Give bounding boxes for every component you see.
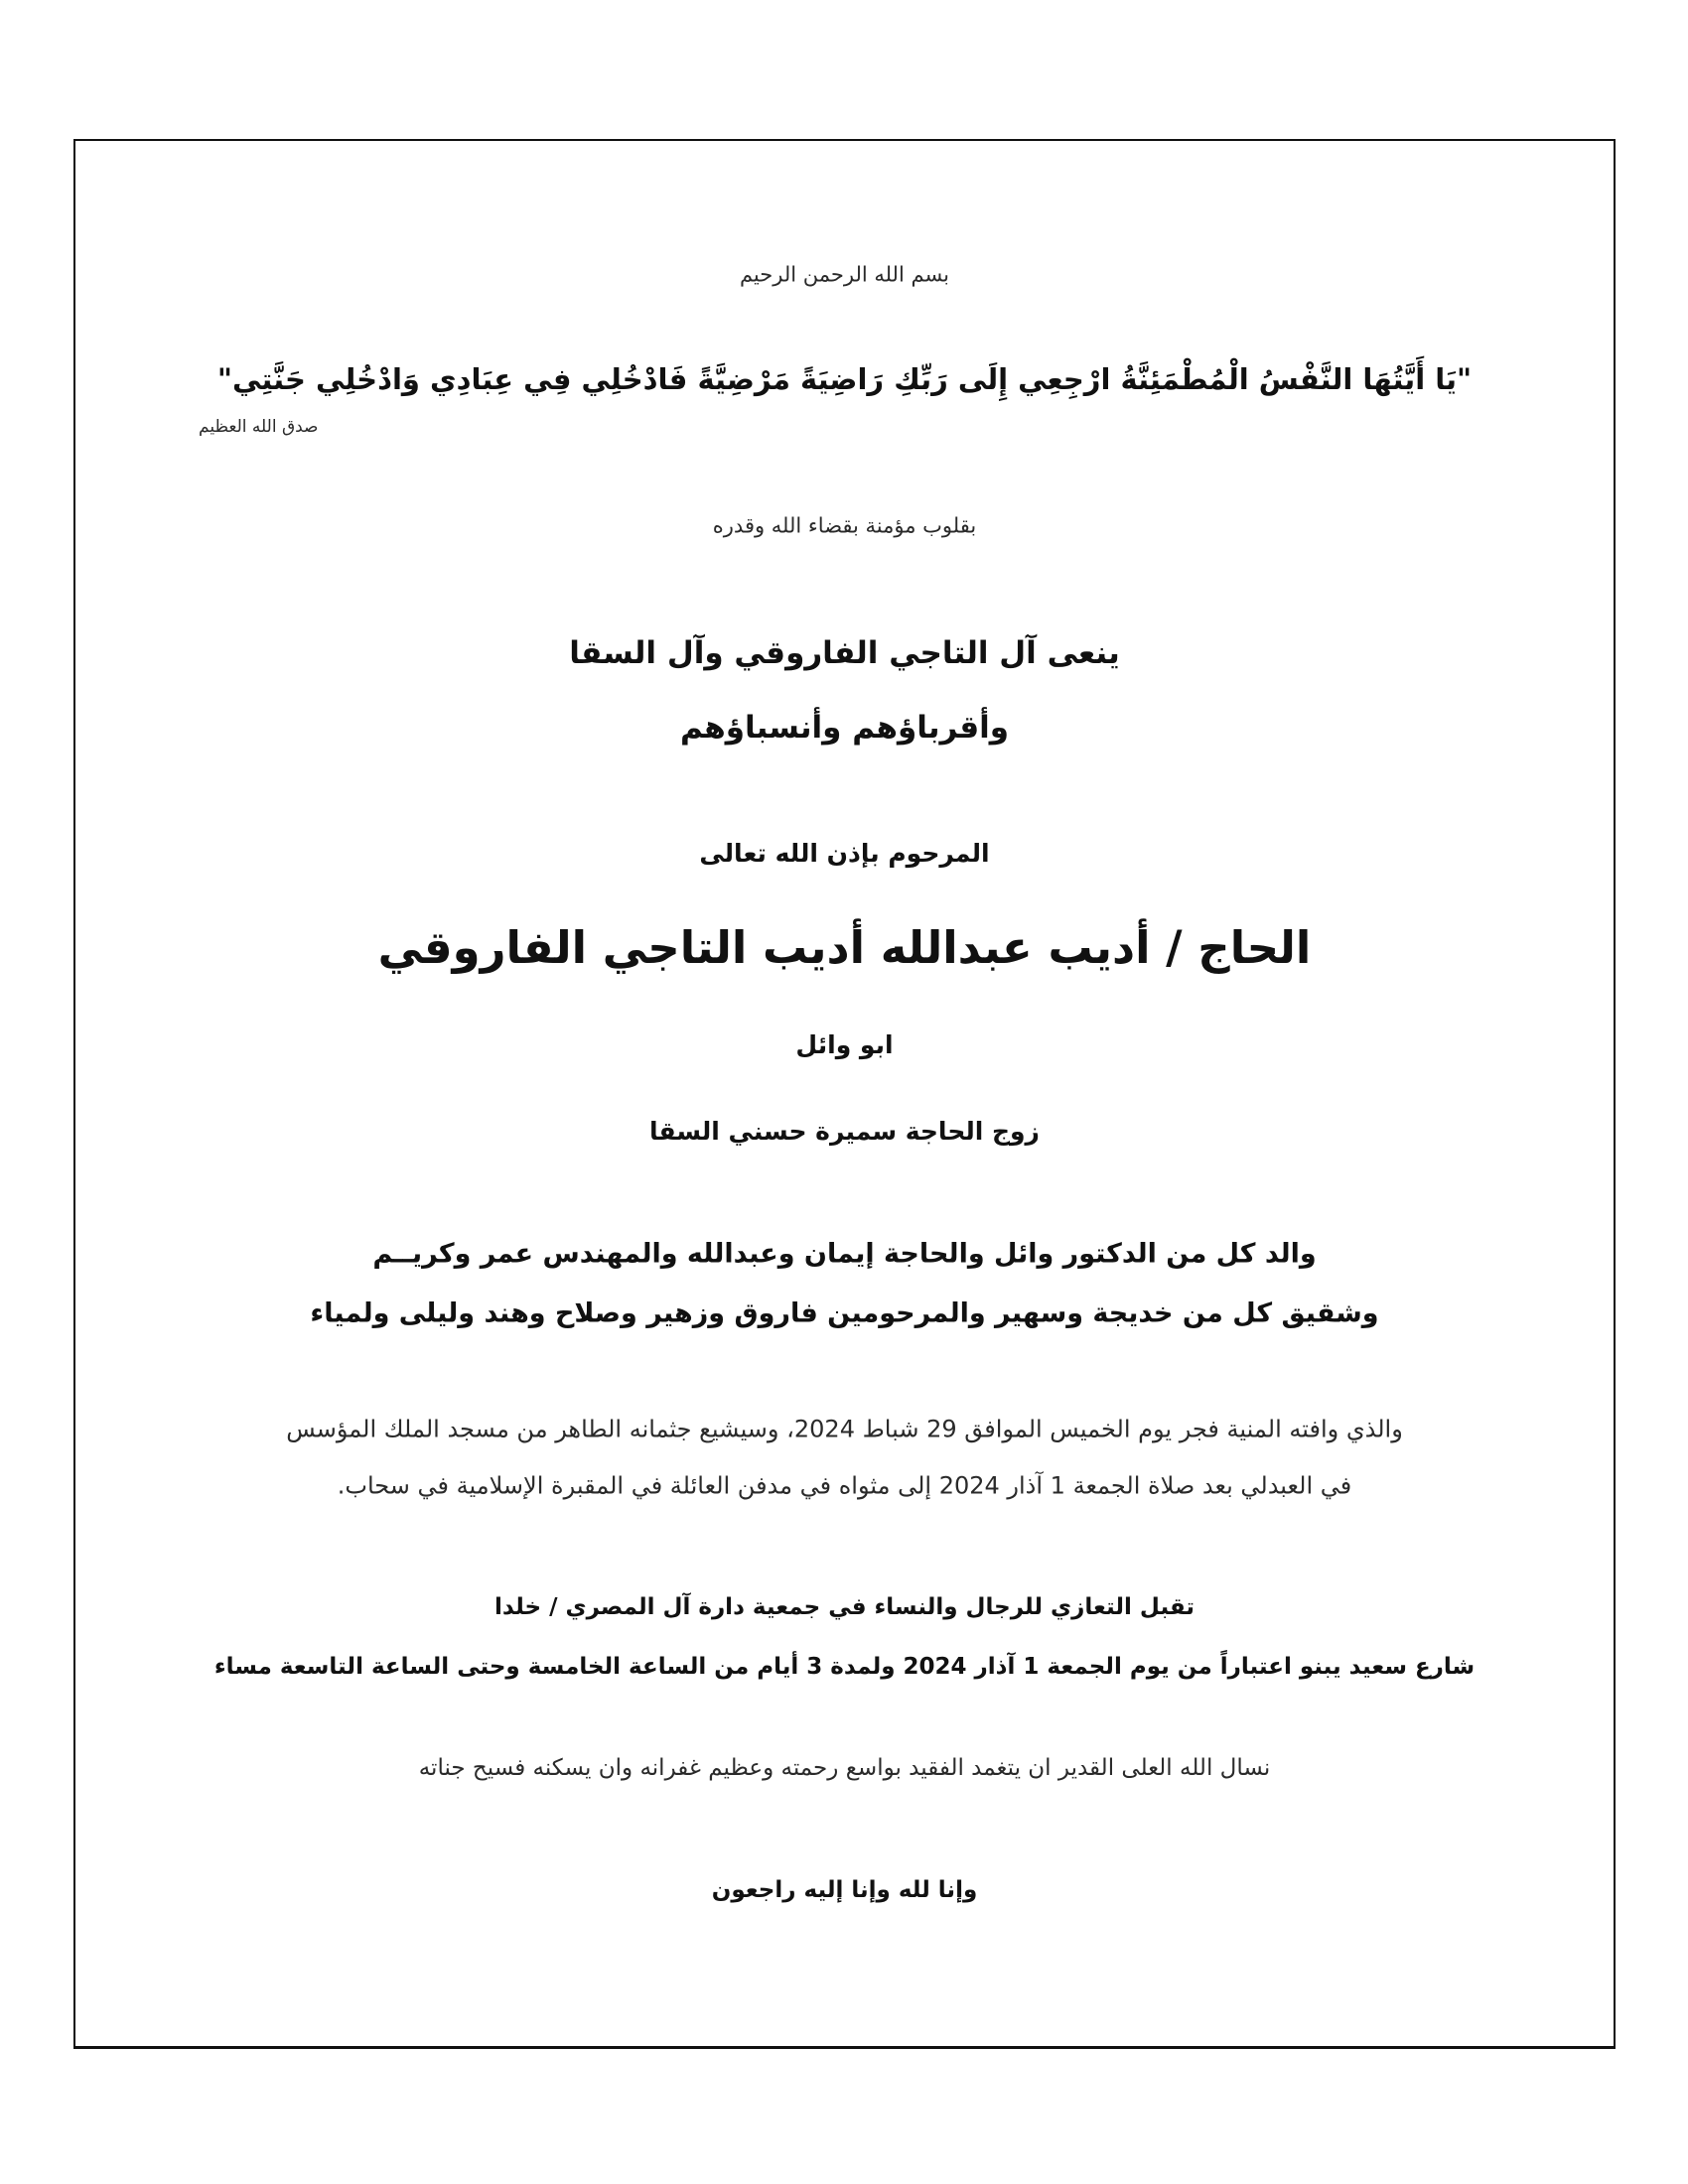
father-of-line: والد كل من الدكتور وائل والحاجة إيمان وعبدالله والمهندس عمر وكريــم — [372, 1238, 1317, 1270]
deceased-label: المرحوم بإذن الله تعالى — [699, 838, 990, 868]
brother-of-line: وشقيق كل من خديجة وسهير والمرحومين فاروق وزهير وصلاح وهند وليلى ولمياء — [310, 1297, 1379, 1329]
condolences-line-1: تقبل التعازي للرجال والنساء في جمعية دارة آل المصري / خلدا — [493, 1594, 1196, 1621]
funeral-details-line-1: والذي وافته المنية فجر يوم الخميس الموافق 29 شباط 2024، وسيشيع جثمانه الطاهر من مسجد الملك المؤسس — [286, 1415, 1403, 1443]
closing-line: وإنا لله وإنا إليه راجعون — [711, 1877, 978, 1904]
funeral-details-line-2: في العبدلي بعد صلاة الجمعة 1 آذار 2024 إلى مثواه في مدفن العائلة في المقبرة الإسلامية في سحاب. — [337, 1471, 1352, 1500]
bismillah: بسم الله الرحمن الرحيم — [739, 262, 950, 287]
deceased-kunya: ابو وائل — [795, 1029, 894, 1059]
deceased-name: الحاج / أديب عبدالله أديب التاجي الفاروقي — [377, 920, 1312, 974]
verse-closing: صدق الله العظيم — [199, 417, 319, 437]
prayer-line: نسال الله العلى القدير ان يتغمد الفقيد بواسع رحمته وعظيم غفرانه وان يسكنه فسيح جناته — [418, 1755, 1271, 1782]
faith-line: بقلوب مؤمنة بقضاء الله وقدره — [712, 513, 977, 538]
mourners-line-2: وأقرباؤهم وأنسباؤهم — [679, 709, 1010, 746]
mourners-line-1: ينعى آل التاجي الفاروقي وآل السقا — [569, 634, 1120, 671]
quran-verse: "يَا أَيَّتُهَا النَّفْسُ الْمُطْمَئِنَّةُ ارْجِعِي إِلَى رَبِّكِ رَاضِيَةً مَرْضِيَّةً فَادْخُلِي فِي عِبَادِي وَادْخُلِي جَنَّتِي" — [216, 362, 1473, 397]
condolences-line-2: شارع سعيد يبنو اعتباراً من يوم الجمعة 1 آذار 2024 ولمدة 3 أيام من الساعة الخامسة وحتى الساعة التاسعة مساء — [213, 1654, 1476, 1681]
spouse-line: زوج الحاجة سميرة حسني السقا — [649, 1116, 1040, 1146]
